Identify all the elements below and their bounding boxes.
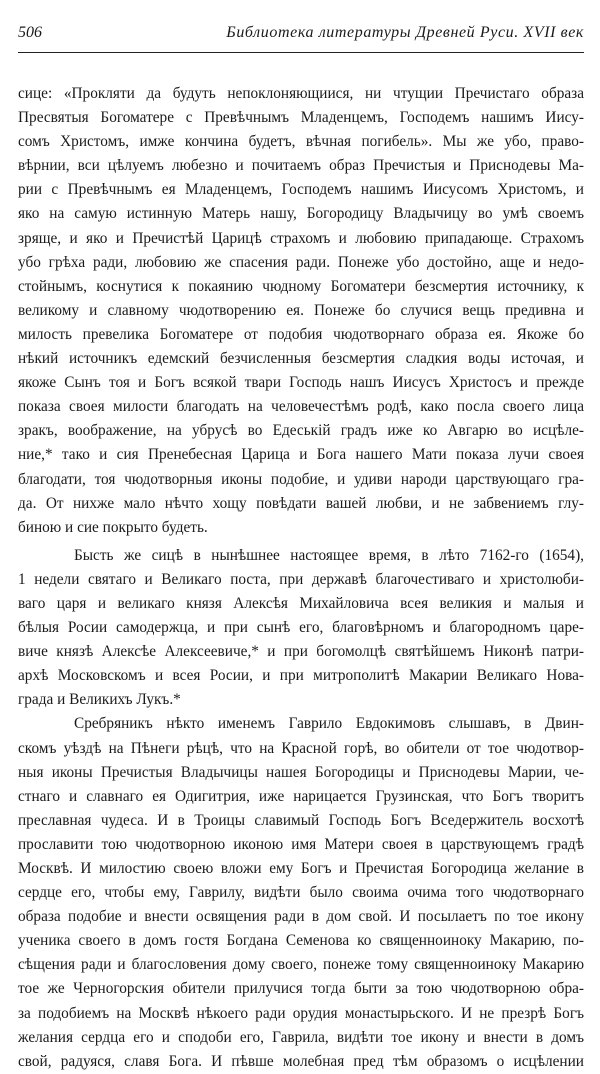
text-line: вѣрнии, вси цѣлуемъ любезно и почитаемъ образ Пречистыя и Приснодевы Ма-	[18, 157, 584, 175]
text-line: преславная чудеса. И в Троицы славимый Господь Богъ Вседержитель восхотѣ	[18, 811, 584, 829]
text-line: скомъ уѣздѣ на Пѣнеги рѣцѣ, что на Красной горѣ, во обители от тое чюдотвор-	[18, 739, 584, 757]
text-line: бѣлыя Росии самодержца, и при сынѣ его, благовѣрномъ и благородномъ царе-	[18, 619, 584, 637]
page-number: 506	[18, 24, 42, 41]
text-line: 1 недели святаго и Великаго поста, при державѣ благочестиваго и христолюби-	[18, 570, 584, 588]
text-line: Бысть же сицѣ в нынѣшнее настоящее время, в лѣто 7162-го (1654),	[74, 546, 584, 564]
text-line: да. От нихже мало нѣчто хощу повѣдати вашей любви, и не забвениемъ глу-	[18, 494, 584, 512]
body-text	[18, 82, 584, 1074]
text-line: зряще, и яко и Пречистѣй Царицѣ страхомъ и любовию припадающе. Страхомъ	[18, 229, 584, 247]
text-line: милость превелика Богоматере от подобия чюдотворнаго образа ея. Якоже бо	[18, 325, 584, 343]
text-line: желания сердца его и сподоби его, Гаврила, видѣти тое икону и внести в домъ	[18, 1028, 584, 1046]
running-title: Библиотека литературы Древней Руси. XVII век	[226, 24, 584, 41]
text-line: ученика своего в домъ гостя Богдана Семенова ко священноиноку Макарию, по-	[18, 932, 584, 950]
text-line: града и Великихъ Лукъ.*	[18, 691, 181, 709]
text-line: рии с Превѣчнымъ ея Младенцемъ, Господемъ нашимъ Иисусомъ Христомъ, и	[18, 181, 584, 199]
text-line: прославити тою чюдотворною иконою имя Матери своея в царствующемъ градѣ	[18, 835, 584, 853]
text-line: сѣщения ради и благословения дому своего, понеже тому священноиноку Макарию	[18, 956, 584, 974]
page-header	[18, 18, 584, 53]
text-line: виче князѣ Алексѣе Алексеевиче,* и при богомолцѣ святѣйшемъ Никонѣ патри-	[18, 643, 584, 661]
text-line: стнаго и славнаго ея Одигитрия, иже нарицается Грузинская, что Богъ творитъ	[18, 787, 584, 805]
text-line: архѣ Московскомъ и всея Росии, и при митрополитѣ Макарии Великаго Нова-	[18, 667, 584, 685]
text-line: биною и сие покрыто будеть.	[18, 518, 208, 536]
text-line: за подобиемъ на Москвѣ нѣкоего ради орудия монастырьского. И не презрѣ Богъ	[18, 1004, 584, 1022]
text-line: Сребряникъ нѣкто именемъ Гаврило Евдокимовъ слышавъ, в Двин-	[74, 715, 584, 733]
text-line: показа своея милости благодать на человечестѣмъ родѣ, како посла своего лица	[18, 398, 584, 416]
text-line: яко на самую истинную Матерь нашу, Богородицу Владычицу во умѣ своемъ	[18, 205, 584, 223]
text-line: тое же Черногорския обители прилучися тогда быти за тою чюдотворною обра-	[18, 980, 584, 998]
text-line: ние,* тако и сия Пренебесная Царица и Бога нашего Мати показа лучи своея	[18, 446, 584, 464]
text-line: Москвѣ. И милостию своею вложи ему Богъ и Пречистая Богородица желание в	[18, 860, 584, 877]
text-line: ваго царя и великаго князя Алексѣя Михайловича всея великия и малыя и	[18, 594, 584, 612]
text-line: убо грѣха ради, любовию же спасения ради. Понеже убо достойно, аще и недо-	[18, 253, 584, 271]
text-line: свой, радуяся, славя Бога. И пѣвше молебная пред тѣм образомъ о исцѣлении	[18, 1052, 584, 1070]
text-line: Пресвятыя Богоматере с Превѣчнымъ Младенцемъ, Господемъ нашимъ Иису-	[18, 109, 584, 127]
text-line: нѣкий источникъ едемский безчисленныя безсмертия сладкия воды источая, и	[18, 350, 584, 368]
text-line: якоже Сынъ тоя и Богъ всякой твари Господь нашъ Иисусъ Христосъ и прежде	[18, 374, 584, 392]
text-line: благодати, тоя чюдотворныя иконы подобие, и удиви народи царствующаго гра-	[18, 470, 584, 488]
text-line: стойнымъ, коснутися к покаянию чюдному Богоматери безсмертия источнику, к	[18, 277, 584, 295]
text-line: сице: «Прокляти да будуть непоклоняющиися, ни чтущии Пречистаго образа	[18, 85, 584, 102]
paragraph-2	[18, 544, 584, 713]
text-line: великому и славному чюдотворению ея. Понеже бо случися вещь предивна и	[18, 301, 584, 319]
paragraph-1	[18, 82, 584, 540]
text-line: образа подобие и внести освящения ради в дом свой. И посылаетъ по тое икону	[18, 908, 584, 926]
text-line: зракъ, воображение, на убрусѣ во Едеськiй градъ иже ко Авгарю во исцѣле-	[18, 422, 584, 440]
text-line: ныя иконы Пречистыя Владычицы нашея Богородицы и Приснодевы Марии, че-	[18, 763, 584, 781]
text-line: сомъ Христомъ, имже кончина будетъ, вѣчная погибель». Мы же убо, право-	[18, 133, 584, 151]
text-line: сердце его, чтобы ему, Гаврилу, видѣти было своима очима того чюдотворнаго	[18, 884, 584, 902]
paragraph-3	[18, 712, 584, 1073]
